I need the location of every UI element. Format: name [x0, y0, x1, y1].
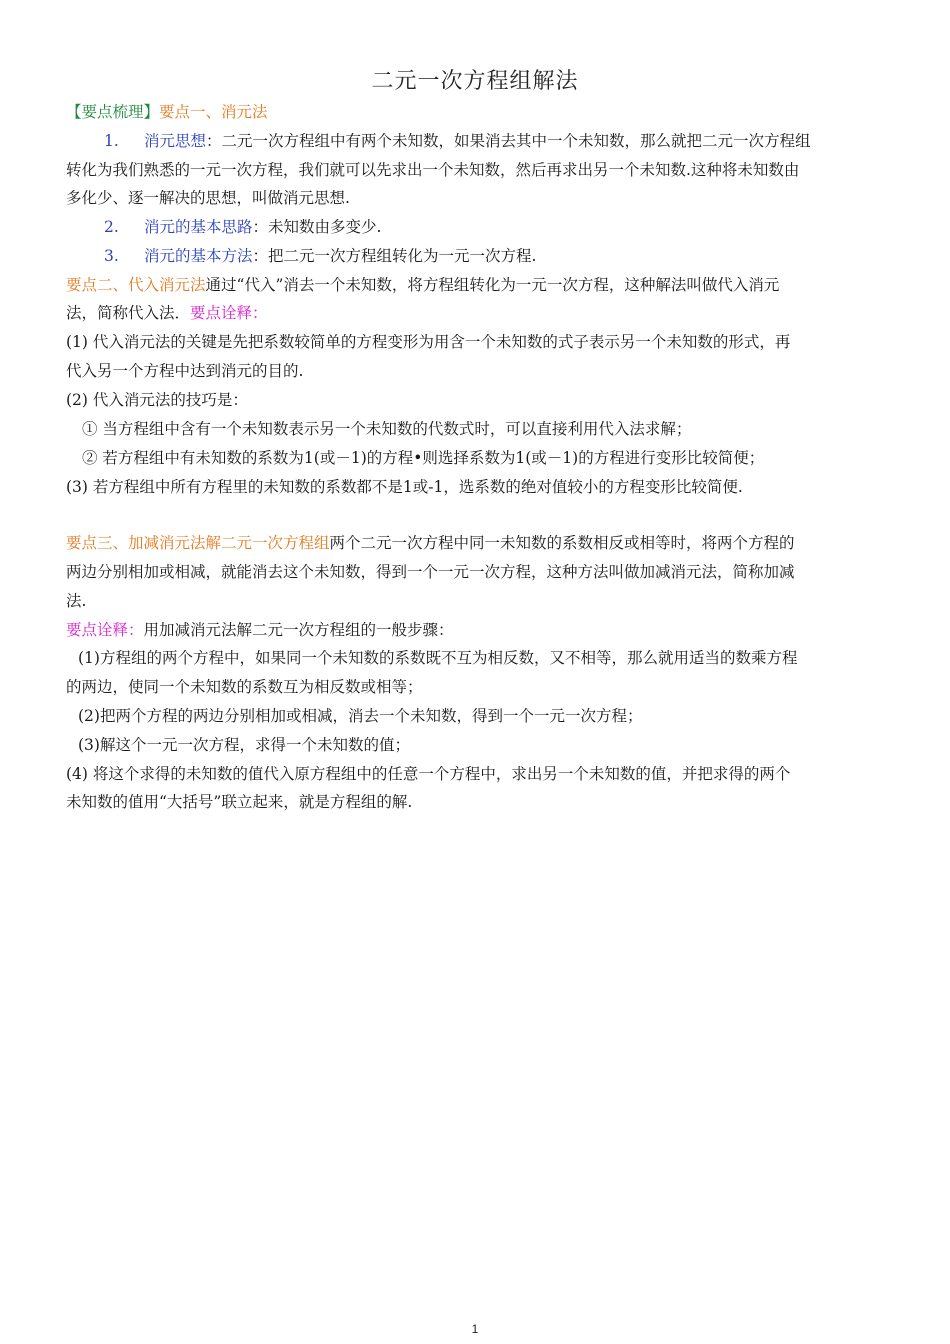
section3-heading: 要点三、加减消元法解二元一次方程组 — [66, 534, 330, 552]
step1-line1: (1)方程组的两个方程中，如果同一个未知数的系数既不互为相反数，又不相等，那么就用适当的数乘方程 — [78, 649, 798, 667]
step1-line2: 的两边，使同一个未知数的系数互为相反数或相等； — [66, 678, 423, 696]
item1-number: 1. — [104, 132, 119, 150]
key-points-label: 【要点梳理】 — [66, 103, 160, 121]
item2-number: 2. — [104, 218, 119, 236]
section2-p1-line2: 代入另一个方程中达到消元的目的. — [66, 362, 304, 380]
section3-note-line — [66, 620, 886, 640]
step4-line1: (4) 将这个求得的未知数的值代入原方程组中的任意一个方程中，求出另一个未知数的值，并把求得的两个 — [66, 765, 791, 783]
section3-text: 两个二元一次方程中同一未知数的系数相反或相等时，将两个方程的 — [329, 534, 795, 552]
section3-line1 — [66, 533, 886, 553]
page-number: 1 — [471, 1322, 479, 1336]
section2-text-cont: 法，简称代入法． — [66, 304, 191, 322]
section1-heading-line — [66, 102, 886, 122]
item2-label: 消元的基本思路 — [144, 218, 253, 236]
step4-line2: 未知数的值用“大括号”联立起来，就是方程组的解. — [66, 793, 413, 811]
item1-line1 — [66, 131, 886, 151]
item1-label: 消元思想 — [144, 132, 207, 150]
section2-p2: (2) 代入消元法的技巧是： — [66, 391, 248, 409]
section2-line2 — [66, 303, 886, 323]
item2-text: ：未知数由多变少. — [252, 218, 382, 236]
section1-heading: 要点一、消元法 — [159, 103, 268, 121]
section2-line1 — [66, 275, 886, 295]
step3: (3)解这个一元一次方程，求得一个未知数的值； — [78, 736, 410, 754]
item3-text: ：把二元一次方程组转化为一元一次方程. — [252, 247, 537, 265]
section3-note-label: 要点诠释： — [66, 621, 144, 639]
section2-p2-ii: ② 若方程组中有未知数的系数为1(或－1)的方程•则选择系数为1(或－1)的方程进行变形比较简便； — [82, 449, 765, 467]
section2-note-label: 要点诠释： — [190, 304, 268, 322]
section2-p1-line1: (1) 代入消元法的关键是先把系数较简单的方程变形为用含一个未知数的式子表示另一个未知数的形式，再 — [66, 333, 791, 351]
section2-heading: 要点二、代入消元法 — [66, 276, 206, 294]
item1-line3: 多化少、逐一解决的思想，叫做消元思想. — [66, 189, 350, 207]
section2-p2-i: ① 当方程组中含有一个未知数表示另一个未知数的代数式时，可以直接利用代入法求解； — [82, 420, 692, 438]
section3-note-text: 用加减消元法解二元一次方程组的一般步骤： — [143, 621, 454, 639]
section2-text: 通过“代入”消去一个未知数，将方程组转化为一元一次方程，这种解法叫做代入消元 — [205, 276, 780, 294]
item3-label: 消元的基本方法 — [144, 247, 253, 265]
section3-line3: 法. — [66, 592, 87, 610]
item1-text: ：二元一次方程组中有两个未知数，如果消去其中一个未知数，那么就把二元一次方程组 — [206, 132, 811, 150]
item1-line2: 转化为我们熟悉的一元一次方程，我们就可以先求出一个未知数，然后再求出另一个未知数.这种将未知数由 — [66, 161, 800, 179]
item2-line — [66, 217, 886, 237]
step2: (2)把两个方程的两边分别相加或相减，消去一个未知数，得到一个一元一次方程； — [78, 707, 643, 725]
item3-number: 3. — [104, 247, 119, 265]
page-title: 二元一次方程组解法 — [371, 69, 579, 94]
section3-line2: 两边分别相加或相减，就能消去这个未知数，得到一个一元一次方程，这种方法叫做加减消元法，简称加减 — [66, 563, 795, 581]
item3-line — [66, 246, 886, 266]
section2-p3: (3) 若方程组中所有方程里的未知数的系数都不是1或-1，选系数的绝对值较小的方程变形比较简便. — [66, 478, 743, 496]
